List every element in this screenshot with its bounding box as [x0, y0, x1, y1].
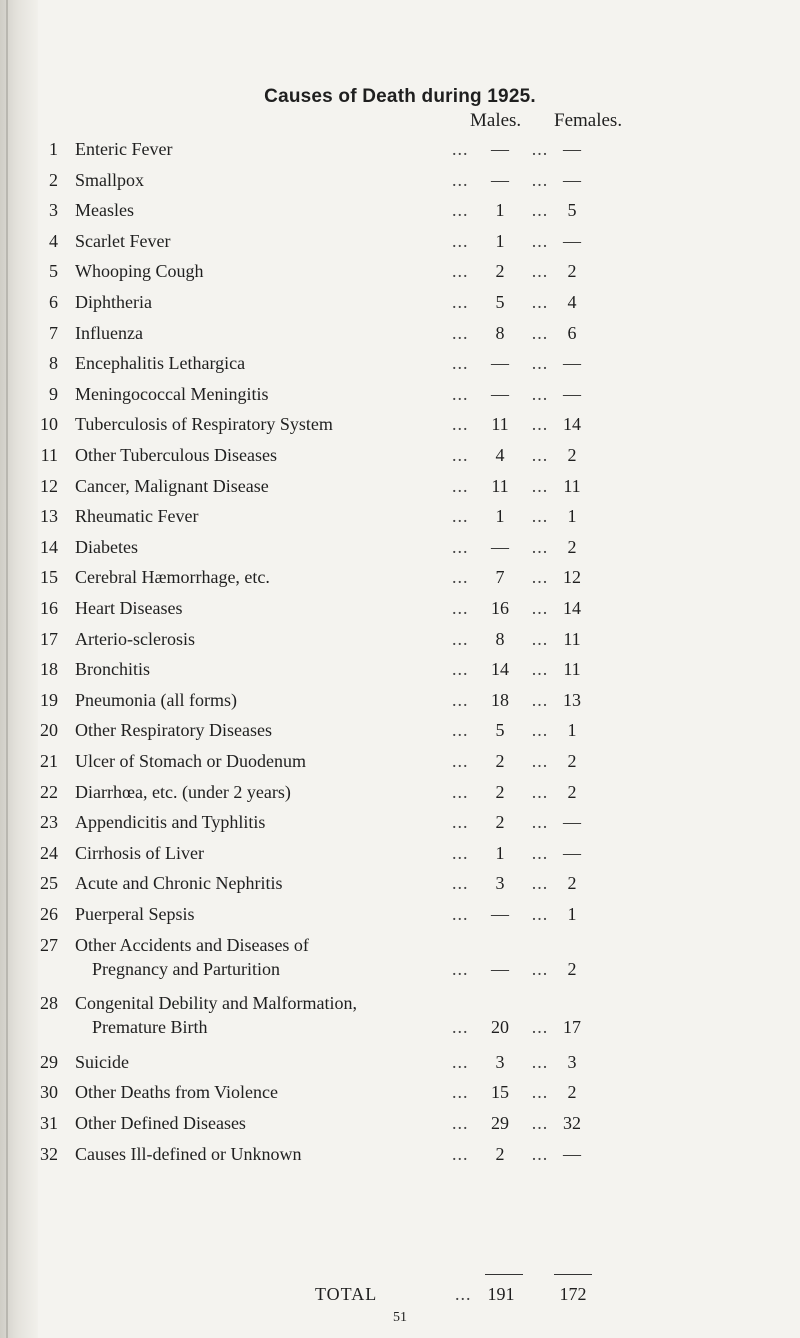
- males-count: —: [491, 959, 509, 979]
- total-label: TOTAL: [315, 1284, 378, 1304]
- cause-label: Other Accidents and Diseases of: [75, 935, 309, 955]
- males-count: 2: [495, 812, 505, 832]
- females-count: 14: [563, 414, 581, 434]
- cause-label-continued: Premature Birth: [92, 1017, 208, 1037]
- row-number: 7: [49, 323, 58, 343]
- leader-dots: ...: [531, 873, 549, 893]
- cause-label: Cancer, Malignant Disease: [75, 476, 269, 496]
- males-count: 4: [495, 445, 505, 465]
- females-count: 2: [567, 959, 577, 979]
- males-count: 3: [495, 873, 505, 893]
- row-number: 14: [40, 537, 58, 557]
- males-total-rule: [485, 1274, 523, 1275]
- females-count: —: [563, 170, 581, 190]
- cause-label: Whooping Cough: [75, 261, 204, 281]
- leader-dots: ...: [452, 414, 469, 434]
- cause-label: Smallpox: [75, 170, 145, 190]
- row-number: 31: [40, 1113, 58, 1133]
- leader-dots: ...: [452, 904, 469, 924]
- row-number: 1: [49, 139, 58, 159]
- row-number: 12: [40, 476, 58, 496]
- males-count: 20: [491, 1017, 509, 1037]
- females-count: —: [563, 139, 581, 159]
- cause-label: Other Deaths from Violence: [75, 1082, 279, 1102]
- males-count: 5: [495, 292, 505, 312]
- leader-dots: ...: [452, 231, 469, 251]
- row-number: 24: [40, 843, 58, 863]
- males-count: 2: [495, 782, 505, 802]
- row-number: 19: [40, 690, 58, 710]
- total-females: 172: [559, 1284, 587, 1304]
- leader-dots: ...: [531, 323, 549, 343]
- cause-label: Encephalitis Lethargica: [75, 353, 246, 373]
- leader-dots: ...: [531, 751, 549, 771]
- row-number: 21: [40, 751, 58, 771]
- row-number: 32: [40, 1144, 58, 1164]
- row-number: 2: [49, 170, 58, 190]
- row-number: 16: [40, 598, 58, 618]
- males-count: —: [491, 170, 509, 190]
- row-number: 30: [40, 1082, 58, 1102]
- cause-label: Meningococcal Meningitis: [75, 384, 269, 404]
- leader-dots: ...: [531, 139, 549, 159]
- cause-label: Diphtheria: [75, 292, 152, 312]
- cause-label: Influenza: [75, 323, 143, 343]
- females-count: 14: [563, 598, 581, 618]
- row-number: 25: [40, 873, 58, 893]
- row-number: 5: [49, 261, 58, 281]
- females-count: 11: [563, 629, 581, 649]
- cause-label: Arterio-sclerosis: [75, 629, 195, 649]
- leader-dots: ...: [531, 506, 549, 526]
- females-count: 1: [567, 506, 577, 526]
- row-number: 26: [40, 904, 58, 924]
- row-number: 18: [40, 659, 58, 679]
- cause-label-continued: Pregnancy and Parturition: [92, 959, 280, 979]
- males-count: 1: [495, 506, 505, 526]
- row-number: 3: [49, 200, 58, 220]
- row-number: 15: [40, 567, 58, 587]
- leader-dots: ...: [452, 323, 469, 343]
- cause-label: Rheumatic Fever: [75, 506, 199, 526]
- leader-dots: ...: [452, 1017, 469, 1037]
- row-number: 20: [40, 720, 58, 740]
- leader-dots: ...: [452, 812, 469, 832]
- row-number: 6: [49, 292, 58, 312]
- leader-dots: ...: [531, 476, 549, 496]
- leader-dots: ...: [531, 629, 549, 649]
- females-total-rule: [554, 1274, 592, 1275]
- females-column-header: Females.: [554, 110, 623, 131]
- cause-label: Other Defined Diseases: [75, 1113, 246, 1133]
- row-number: 8: [49, 353, 58, 373]
- leader-dots: ...: [452, 598, 469, 618]
- leader-dots: ...: [531, 261, 549, 281]
- leader-dots: ...: [531, 1144, 549, 1164]
- leader-dots: ...: [531, 170, 549, 190]
- leader-dots: ...: [531, 1082, 549, 1102]
- females-count: 2: [567, 751, 577, 771]
- males-count: 8: [495, 629, 505, 649]
- leader-dots: ...: [531, 959, 549, 979]
- males-count: 11: [491, 414, 509, 434]
- females-count: —: [563, 843, 581, 863]
- row-number: 28: [40, 993, 58, 1013]
- leader-dots: ...: [452, 567, 469, 587]
- females-count: 3: [567, 1052, 577, 1072]
- males-count: 5: [495, 720, 505, 740]
- cause-label: Ulcer of Stomach or Duodenum: [75, 751, 306, 771]
- row-number: 23: [40, 812, 58, 832]
- cause-label: Puerperal Sepsis: [75, 904, 195, 924]
- leader-dots: ...: [531, 1052, 549, 1072]
- females-count: 2: [567, 1082, 577, 1102]
- females-count: 2: [567, 537, 577, 557]
- males-count: 16: [491, 598, 509, 618]
- row-number: 9: [49, 384, 58, 404]
- leader-dots: ...: [452, 843, 469, 863]
- females-count: 6: [567, 323, 577, 343]
- leader-dots: ...: [452, 1113, 469, 1133]
- cause-label: Other Respiratory Diseases: [75, 720, 272, 740]
- leader-dots: ...: [531, 1113, 549, 1133]
- cause-label: Bronchitis: [75, 659, 150, 679]
- leader-dots: ...: [452, 445, 469, 465]
- females-count: 13: [563, 690, 581, 710]
- leader-dots: ...: [531, 353, 549, 373]
- cause-label: Scarlet Fever: [75, 231, 171, 251]
- males-count: 14: [491, 659, 509, 679]
- males-count: 1: [495, 231, 505, 251]
- row-number: 29: [40, 1052, 58, 1072]
- leader-dots: ...: [531, 812, 549, 832]
- females-count: 32: [563, 1113, 581, 1133]
- leader-dots: ...: [452, 690, 469, 710]
- males-count: 11: [491, 476, 509, 496]
- cause-label: Measles: [75, 200, 134, 220]
- leader-dots: ...: [531, 690, 549, 710]
- females-count: —: [563, 353, 581, 373]
- females-count: —: [563, 384, 581, 404]
- females-count: 1: [567, 904, 577, 924]
- row-number: 17: [40, 629, 58, 649]
- males-count: —: [491, 384, 509, 404]
- leader-dots: ...: [452, 170, 469, 190]
- leader-dots: ...: [452, 959, 469, 979]
- cause-label: Congenital Debility and Malformation,: [75, 993, 357, 1013]
- leader-dots: ...: [452, 720, 469, 740]
- males-count: 2: [495, 1144, 505, 1164]
- leader-dots: ...: [531, 292, 549, 312]
- leader-dots: ...: [531, 200, 549, 220]
- cause-label: Heart Diseases: [75, 598, 183, 618]
- males-count: 3: [495, 1052, 505, 1072]
- females-count: 17: [563, 1017, 581, 1037]
- males-count: 2: [495, 261, 505, 281]
- leader-dots: ...: [452, 1144, 469, 1164]
- leader-dots: ...: [531, 598, 549, 618]
- leader-dots: ...: [452, 751, 469, 771]
- males-count: 29: [491, 1113, 509, 1133]
- females-count: 2: [567, 782, 577, 802]
- row-number: 27: [40, 935, 58, 955]
- total-leader: ...: [455, 1284, 472, 1304]
- cause-label: Diabetes: [75, 537, 138, 557]
- females-count: 1: [567, 720, 577, 740]
- females-count: 12: [563, 567, 581, 587]
- males-count: —: [491, 353, 509, 373]
- binding-edge: [6, 0, 8, 1338]
- females-count: 2: [567, 873, 577, 893]
- leader-dots: ...: [452, 384, 469, 404]
- leader-dots: ...: [531, 659, 549, 679]
- leader-dots: ...: [452, 537, 469, 557]
- leader-dots: ...: [531, 720, 549, 740]
- leader-dots: ...: [531, 414, 549, 434]
- row-number: 4: [49, 231, 58, 251]
- females-count: 4: [567, 292, 577, 312]
- females-count: 2: [567, 445, 577, 465]
- males-count: 1: [495, 843, 505, 863]
- cause-label: Other Tuberculous Diseases: [75, 445, 277, 465]
- males-count: 18: [491, 690, 509, 710]
- row-number: 11: [40, 445, 58, 465]
- leader-dots: ...: [531, 1017, 549, 1037]
- leader-dots: ...: [531, 567, 549, 587]
- cause-label: Appendicitis and Typhlitis: [75, 812, 266, 832]
- leader-dots: ...: [531, 843, 549, 863]
- cause-label: Cirrhosis of Liver: [75, 843, 204, 863]
- leader-dots: ...: [452, 1052, 469, 1072]
- leader-dots: ...: [531, 537, 549, 557]
- cause-label: Enteric Fever: [75, 139, 173, 159]
- leader-dots: ...: [452, 506, 469, 526]
- leader-dots: ...: [452, 873, 469, 893]
- females-count: 5: [567, 200, 577, 220]
- leader-dots: ...: [531, 445, 549, 465]
- leader-dots: ...: [452, 292, 469, 312]
- row-number: 13: [40, 506, 58, 526]
- leader-dots: ...: [452, 782, 469, 802]
- males-count: —: [491, 904, 509, 924]
- females-count: 2: [567, 261, 577, 281]
- females-count: —: [563, 231, 581, 251]
- cause-label: Pneumonia (all forms): [75, 690, 237, 710]
- males-count: —: [491, 537, 509, 557]
- total-males: 191: [487, 1284, 515, 1304]
- males-count: 15: [491, 1082, 509, 1102]
- females-count: —: [563, 812, 581, 832]
- page-title: Causes of Death during 1925.: [264, 86, 536, 107]
- row-number: 22: [40, 782, 58, 802]
- cause-label: Causes Ill-defined or Unknown: [75, 1144, 302, 1164]
- row-number: 10: [40, 414, 58, 434]
- leader-dots: ...: [531, 904, 549, 924]
- cause-label: Suicide: [75, 1052, 129, 1072]
- males-count: 2: [495, 751, 505, 771]
- leader-dots: ...: [531, 231, 549, 251]
- cause-label: Cerebral Hæmorrhage, etc.: [75, 567, 270, 587]
- leader-dots: ...: [452, 659, 469, 679]
- males-count: —: [491, 139, 509, 159]
- females-count: 11: [563, 476, 581, 496]
- cause-label: Tuberculosis of Respiratory System: [75, 414, 333, 434]
- cause-label: Diarrhœa, etc. (under 2 years): [75, 782, 291, 802]
- leader-dots: ...: [452, 353, 469, 373]
- leader-dots: ...: [531, 782, 549, 802]
- males-count: 8: [495, 323, 505, 343]
- leader-dots: ...: [452, 139, 469, 159]
- cause-label: Acute and Chronic Nephritis: [75, 873, 283, 893]
- leader-dots: ...: [531, 384, 549, 404]
- page-number: 51: [393, 1310, 407, 1325]
- females-count: 11: [563, 659, 581, 679]
- males-count: 1: [495, 200, 505, 220]
- males-column-header: Males.: [470, 110, 522, 131]
- males-count: 7: [495, 567, 505, 587]
- leader-dots: ...: [452, 261, 469, 281]
- leader-dots: ...: [452, 476, 469, 496]
- females-count: —: [563, 1144, 581, 1164]
- leader-dots: ...: [452, 200, 469, 220]
- leader-dots: ...: [452, 1082, 469, 1102]
- leader-dots: ...: [452, 629, 469, 649]
